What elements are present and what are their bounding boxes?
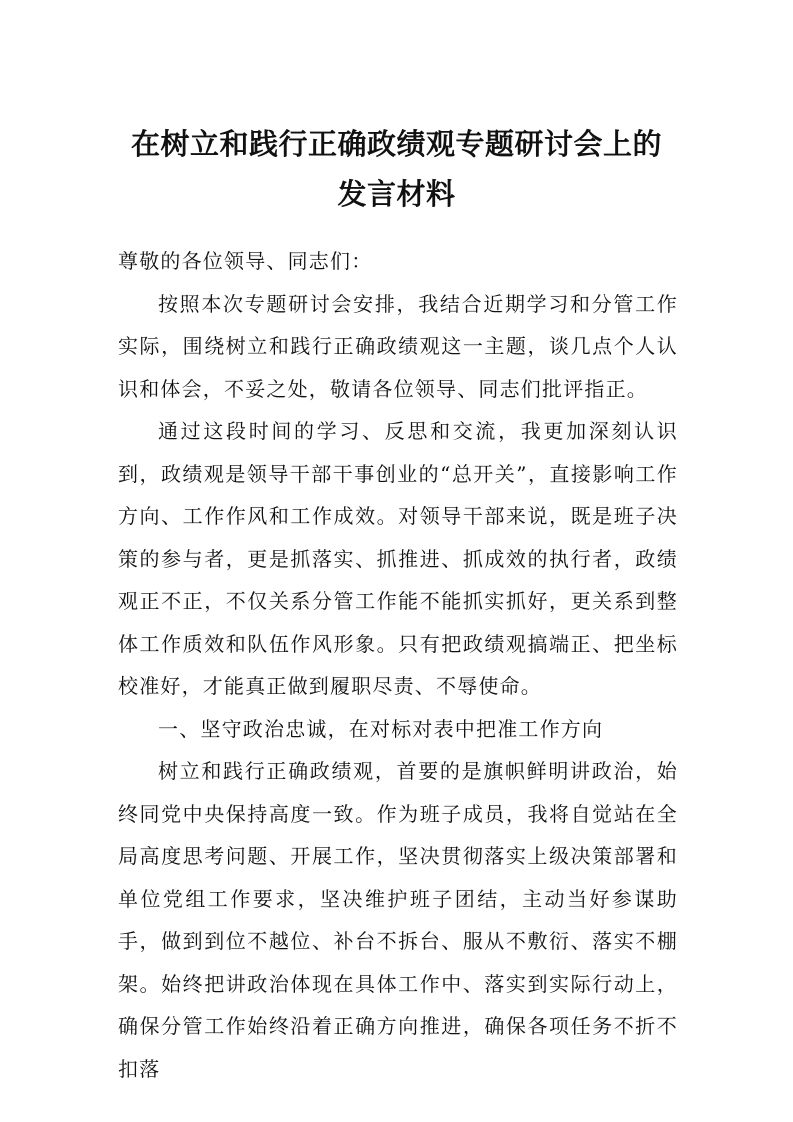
paragraph-intro: 按照本次专题研讨会安排，我结合近期学习和分管工作实际，围绕树立和践行正确政绩观这一主题，谈几点个人认识和体会，不妥之处，敬请各位领导、同志们批评指正。 [118, 291, 678, 401]
document-body [118, 240, 678, 1090]
document-title-line-1: 在树立和践行正确政绩观专题研讨会上的 [130, 127, 662, 161]
salutation: 尊敬的各位领导、同志们： [118, 249, 373, 273]
section-heading-1: 一、坚守政治忠诚，在对标对表中把准工作方向 [158, 716, 604, 741]
paragraph-understanding: 通过这段时间的学习、反思和交流，我更加深刻认识到，政绩观是领导干部干事创业的“总开关”，直接影响工作方向、工作作风和工作成效。对领导干部来说，既是班子决策的参与者，更是抓落实、抓推进、抓成效的执行者，政绩观正不正，不仅关系分管工作能不能抓实抓好，更关系到整体工作质效和队伍作风形象。只有把政绩观搞端正、把坐标校准好，才能真正做到履职尽责、不辱使命。 [118, 419, 678, 698]
section-1-paragraph: 树立和践行正确政绩观，首要的是旗帜鲜明讲政治，始终同党中央保持高度一致。作为班子成员，我将自觉站在全局高度思考问题、开展工作，坚决贯彻落实上级决策部署和单位党组工作要求，坚决维护班子团结，主动当好参谋助手，做到到位不越位、补台不拆台、服从不敷衍、落实不棚架。始终把讲政治体现在具体工作中、落实到实际行动上，确保分管工作始终沿着正确方向推进，确保各项任务不折不扣落 [118, 759, 678, 1081]
document-title-line-2: 发言材料 [337, 177, 456, 211]
